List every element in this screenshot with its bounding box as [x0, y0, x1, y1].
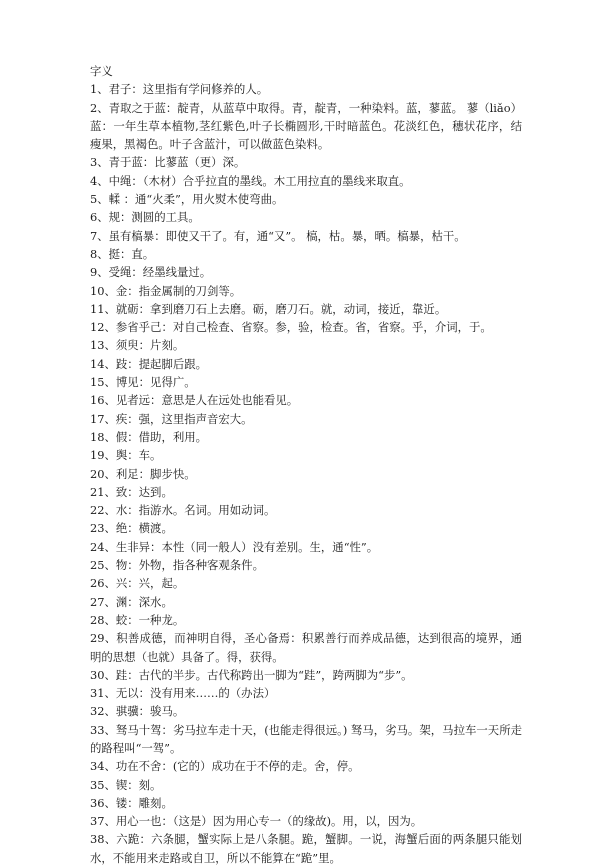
gloss-entry: 15、博见：见得广。	[90, 375, 196, 390]
gloss-entry: 19、舆：车。	[90, 448, 162, 463]
gloss-entry: 6、规：测圆的工具。	[90, 210, 200, 225]
gloss-list	[90, 80, 522, 867]
gloss-entry: 36、镂：雕刻。	[90, 795, 173, 810]
gloss-entry: 27、渊：深水。	[90, 594, 173, 609]
gloss-entry: 11、就砺：拿到磨刀石上去磨。砺，磨刀石。就，动词，接近，靠近。	[90, 301, 447, 316]
gloss-entry: 9、受绳：经墨线量过。	[90, 265, 212, 280]
gloss-entry: 17、疾：强，这里指声音宏大。	[90, 411, 253, 426]
gloss-entry: 20、利足：脚步快。	[90, 466, 196, 481]
document-page	[90, 62, 522, 867]
gloss-entry: 24、生非异：本性（同一般人）没有差别。生，通“性”。	[90, 539, 379, 554]
gloss-entry: 18、假：借助，利用。	[90, 429, 208, 444]
gloss-entry: 25、物：外物，指各种客观条件。	[90, 558, 264, 573]
gloss-entry: 33、驽马十驾：劣马拉车走十天，(也能走得很远。) 驽马，劣马。架，马拉车一天所走的路程叫“一驾”。	[90, 722, 522, 755]
gloss-entry: 8、挺：直。	[90, 246, 155, 261]
gloss-entry: 23、绝：横渡。	[90, 521, 173, 536]
gloss-entry: 37、用心一也：（这是）因为用心专一（的缘故)。用，以，因为。	[90, 814, 423, 829]
gloss-entry: 22、水：指游水。名词。用如动词。	[90, 503, 276, 518]
gloss-entry: 21、致：达到。	[90, 484, 173, 499]
gloss-entry: 12、参省乎己：对自己检查、省察。参，验，检查。省，省察。乎，介词，于。	[90, 320, 492, 335]
gloss-entry: 13、须臾：片刻。	[90, 338, 185, 353]
gloss-entry: 16、见者远：意思是人在远处也能看见。	[90, 393, 299, 408]
gloss-entry: 3、青于蓝：比蓼蓝（更）深。	[90, 155, 246, 170]
document-title: 字义	[90, 64, 113, 78]
gloss-entry: 26、兴：兴，起。	[90, 576, 185, 591]
gloss-entry: 7、虽有槁暴：即使又干了。有，通“又”。 槁，枯。暴，晒。槁暴，枯干。	[90, 228, 466, 243]
gloss-entry: 10、金：指金属制的刀剑等。	[90, 283, 242, 298]
gloss-entry: 34、功在不舍：(它的）成功在于不停的走。舍，停。	[90, 759, 360, 774]
gloss-entry: 2、青取之于蓝：靛青，从蓝草中取得。青，靛青，一种染料。蓝，蓼蓝。 蓼（liǎo）蓝：一年生草本植物,茎红紫色,叶子长椭圆形,干时暗蓝色。花淡红色，穗状花序，结瘦果，黑褐色。叶子含蓝汁，可以做蓝色染料。	[90, 100, 522, 152]
gloss-entry: 5、輮 ：通“火柔”，用火熨木使弯曲。	[90, 192, 284, 207]
gloss-entry: 31、无以：没有用来……的（办法）	[90, 686, 276, 701]
gloss-entry: 1、君子：这里指有学问修养的人。	[90, 82, 269, 97]
gloss-entry: 29、积善成德，而神明自得，圣心备焉：积累善行而养成品德，达到很高的境界，通明的思想（也就）具备了。得，获得。	[90, 631, 522, 664]
gloss-entry: 38、六跪：六条腿，蟹实际上是八条腿。跪，蟹脚。一说，海蟹后面的两条腿只能划水，不能用来走路或自卫，所以不能算在“跪”里。	[90, 832, 522, 865]
gloss-entry: 4、中绳：（木材）合乎拉直的墨线。木工用拉直的墨线来取直。	[90, 173, 411, 188]
gloss-entry: 28、蛟：一种龙。	[90, 612, 185, 627]
gloss-entry: 14、跂：提起脚后跟。	[90, 356, 208, 371]
gloss-entry: 32、骐骥：骏马。	[90, 704, 185, 719]
gloss-entry: 30、跬：古代的半步。古代称跨出一脚为“跬”，跨两脚为“步”。	[90, 667, 413, 682]
gloss-entry: 35、锲：刻。	[90, 777, 162, 792]
